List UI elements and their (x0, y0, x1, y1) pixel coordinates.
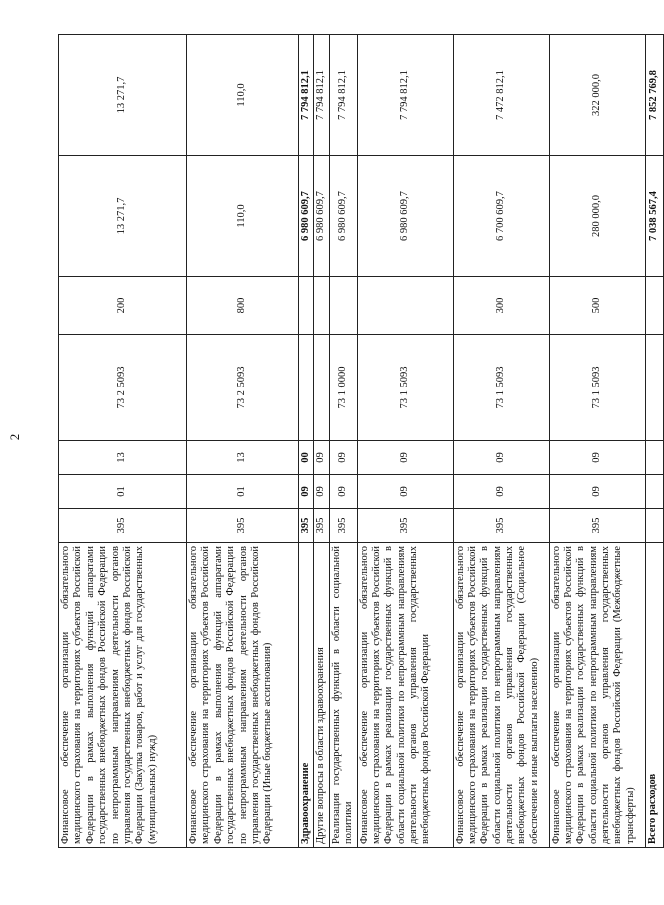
sum-year1-cell: 110,0 (187, 156, 299, 277)
csr-cell: 73 2 5093 (187, 335, 299, 441)
table-row (549, 35, 645, 848)
rz-cell: 09 (299, 475, 314, 509)
rz-cell: 09 (453, 475, 549, 509)
vr-cell: 200 (59, 277, 187, 335)
table-row (645, 35, 663, 848)
sum-year2-cell: 7 472 812,1 (453, 35, 549, 156)
vr-cell: 500 (549, 277, 645, 335)
vr-cell (299, 277, 314, 335)
table-row (299, 35, 314, 848)
sum-year2-cell: 13 271,7 (59, 35, 187, 156)
csr-cell: 73 2 5093 (59, 335, 187, 441)
table-row (453, 35, 549, 848)
table-row (329, 35, 357, 848)
pr-cell: 09 (453, 441, 549, 475)
sum-year1-cell: 6 980 609,7 (299, 156, 314, 277)
row-name-cell: Всего расходов (645, 543, 663, 848)
row-name-cell: Реализация государственных функций в области социальной политики (329, 543, 357, 848)
rotated-table-container (58, 35, 659, 848)
vr-cell (314, 277, 329, 335)
row-name-cell: Финансовое обеспечение организации обязательного медицинского страхования на территориях субъектов Российской Федерации в рамках выполнения функций аппаратами государственных внебюджетных фондов Российской Федерации по непрограммным направлениям деятельности органов управления государственных внебюджетных фондов Российской Федерации (Иные бюджетные ассигнования) (187, 543, 299, 848)
sum-year2-cell: 7 794 812,1 (299, 35, 314, 156)
rz-cell: 09 (357, 475, 453, 509)
pr-cell: 09 (549, 441, 645, 475)
pr-cell: 09 (329, 441, 357, 475)
csr-cell: 73 1 5093 (453, 335, 549, 441)
sum-year2-cell: 7 794 812,1 (329, 35, 357, 156)
sum-year1-cell: 13 271,7 (59, 156, 187, 277)
table-row (314, 35, 329, 848)
vr-cell (645, 277, 663, 335)
sum-year2-cell: 322 000,0 (549, 35, 645, 156)
sum-year1-cell: 6 700 609,7 (453, 156, 549, 277)
row-name-cell: Здравоохранение (299, 543, 314, 848)
sum-year1-cell: 7 038 567,4 (645, 156, 663, 277)
rz-cell: 09 (549, 475, 645, 509)
vr-cell (329, 277, 357, 335)
sum-year2-cell: 7 794 812,1 (314, 35, 329, 156)
sum-year2-cell: 7 852 769,8 (645, 35, 663, 156)
csr-cell (645, 335, 663, 441)
sum-year1-cell: 6 980 609,7 (357, 156, 453, 277)
csr-cell (314, 335, 329, 441)
vr-cell: 300 (453, 277, 549, 335)
ved-cell: 395 (299, 509, 314, 543)
table-row (59, 35, 187, 848)
sum-year2-cell: 110,0 (187, 35, 299, 156)
sum-year1-cell: 6 980 609,7 (314, 156, 329, 277)
sum-year2-cell: 7 794 812,1 (357, 35, 453, 156)
pr-cell: 13 (187, 441, 299, 475)
csr-cell (299, 335, 314, 441)
row-name-cell: Финансовое обеспечение организации обязательного медицинского страхования на территориях субъектов Российской Федерации в рамках выполнения функций аппаратами государственных внебюджетных фондов Российской Федерации по непрограммным направлениям деятельности органов управления государственных внебюджетных фондов Российской Федерации (Закупка товаров, работ и услуг для государственных (муниципальных) нужд) (59, 543, 187, 848)
sum-year1-cell: 280 000,0 (549, 156, 645, 277)
ved-cell: 395 (549, 509, 645, 543)
ved-cell: 395 (59, 509, 187, 543)
pr-cell: 00 (299, 441, 314, 475)
pr-cell: 09 (314, 441, 329, 475)
rz-cell: 01 (187, 475, 299, 509)
expenditure-table (58, 34, 664, 848)
ved-cell: 395 (329, 509, 357, 543)
row-name-cell: Финансовое обеспечение организации обязательного медицинского страхования на территориях субъектов Российской Федерации в рамках реализации государственных функций в области социальной политики по непрограммным направлениям деятельности органов управления государственных внебюджетных фондов Российской Федерации (Межбюджетные трансферты) (549, 543, 645, 848)
csr-cell: 73 1 5093 (549, 335, 645, 441)
ved-cell: 395 (453, 509, 549, 543)
ved-cell: 395 (314, 509, 329, 543)
table-row (357, 35, 453, 848)
pr-cell (645, 441, 663, 475)
rz-cell: 01 (59, 475, 187, 509)
rz-cell: 09 (314, 475, 329, 509)
sum-year1-cell: 6 980 609,7 (329, 156, 357, 277)
pr-cell: 09 (357, 441, 453, 475)
pr-cell: 13 (59, 441, 187, 475)
vr-cell: 800 (187, 277, 299, 335)
rz-cell (645, 475, 663, 509)
row-name-cell: Финансовое обеспечение организации обязательного медицинского страхования на территориях субъектов Российской Федерации в рамках реализации государственных функций в области социальной политики по непрограммным направлениям деятельности органов управления государственных внебюджетных фондов Российской Федерации (357, 543, 453, 848)
csr-cell: 73 1 5093 (357, 335, 453, 441)
table-row (187, 35, 299, 848)
rz-cell: 09 (329, 475, 357, 509)
ved-cell: 395 (187, 509, 299, 543)
row-name-cell: Финансовое обеспечение организации обязательного медицинского страхования на территориях субъектов Российской Федерации в рамках реализации государственных функций в области социальной политики по непрограммным направлениям деятельности органов управления государственных внебюджетных фондов Российской Федерации (Социальное обеспечение и иные выплаты населению) (453, 543, 549, 848)
ved-cell (645, 509, 663, 543)
csr-cell: 73 1 0000 (329, 335, 357, 441)
page-number: 2 (7, 433, 22, 441)
ved-cell: 395 (357, 509, 453, 543)
row-name-cell: Другие вопросы в области здравоохранения (314, 543, 329, 848)
vr-cell (357, 277, 453, 335)
